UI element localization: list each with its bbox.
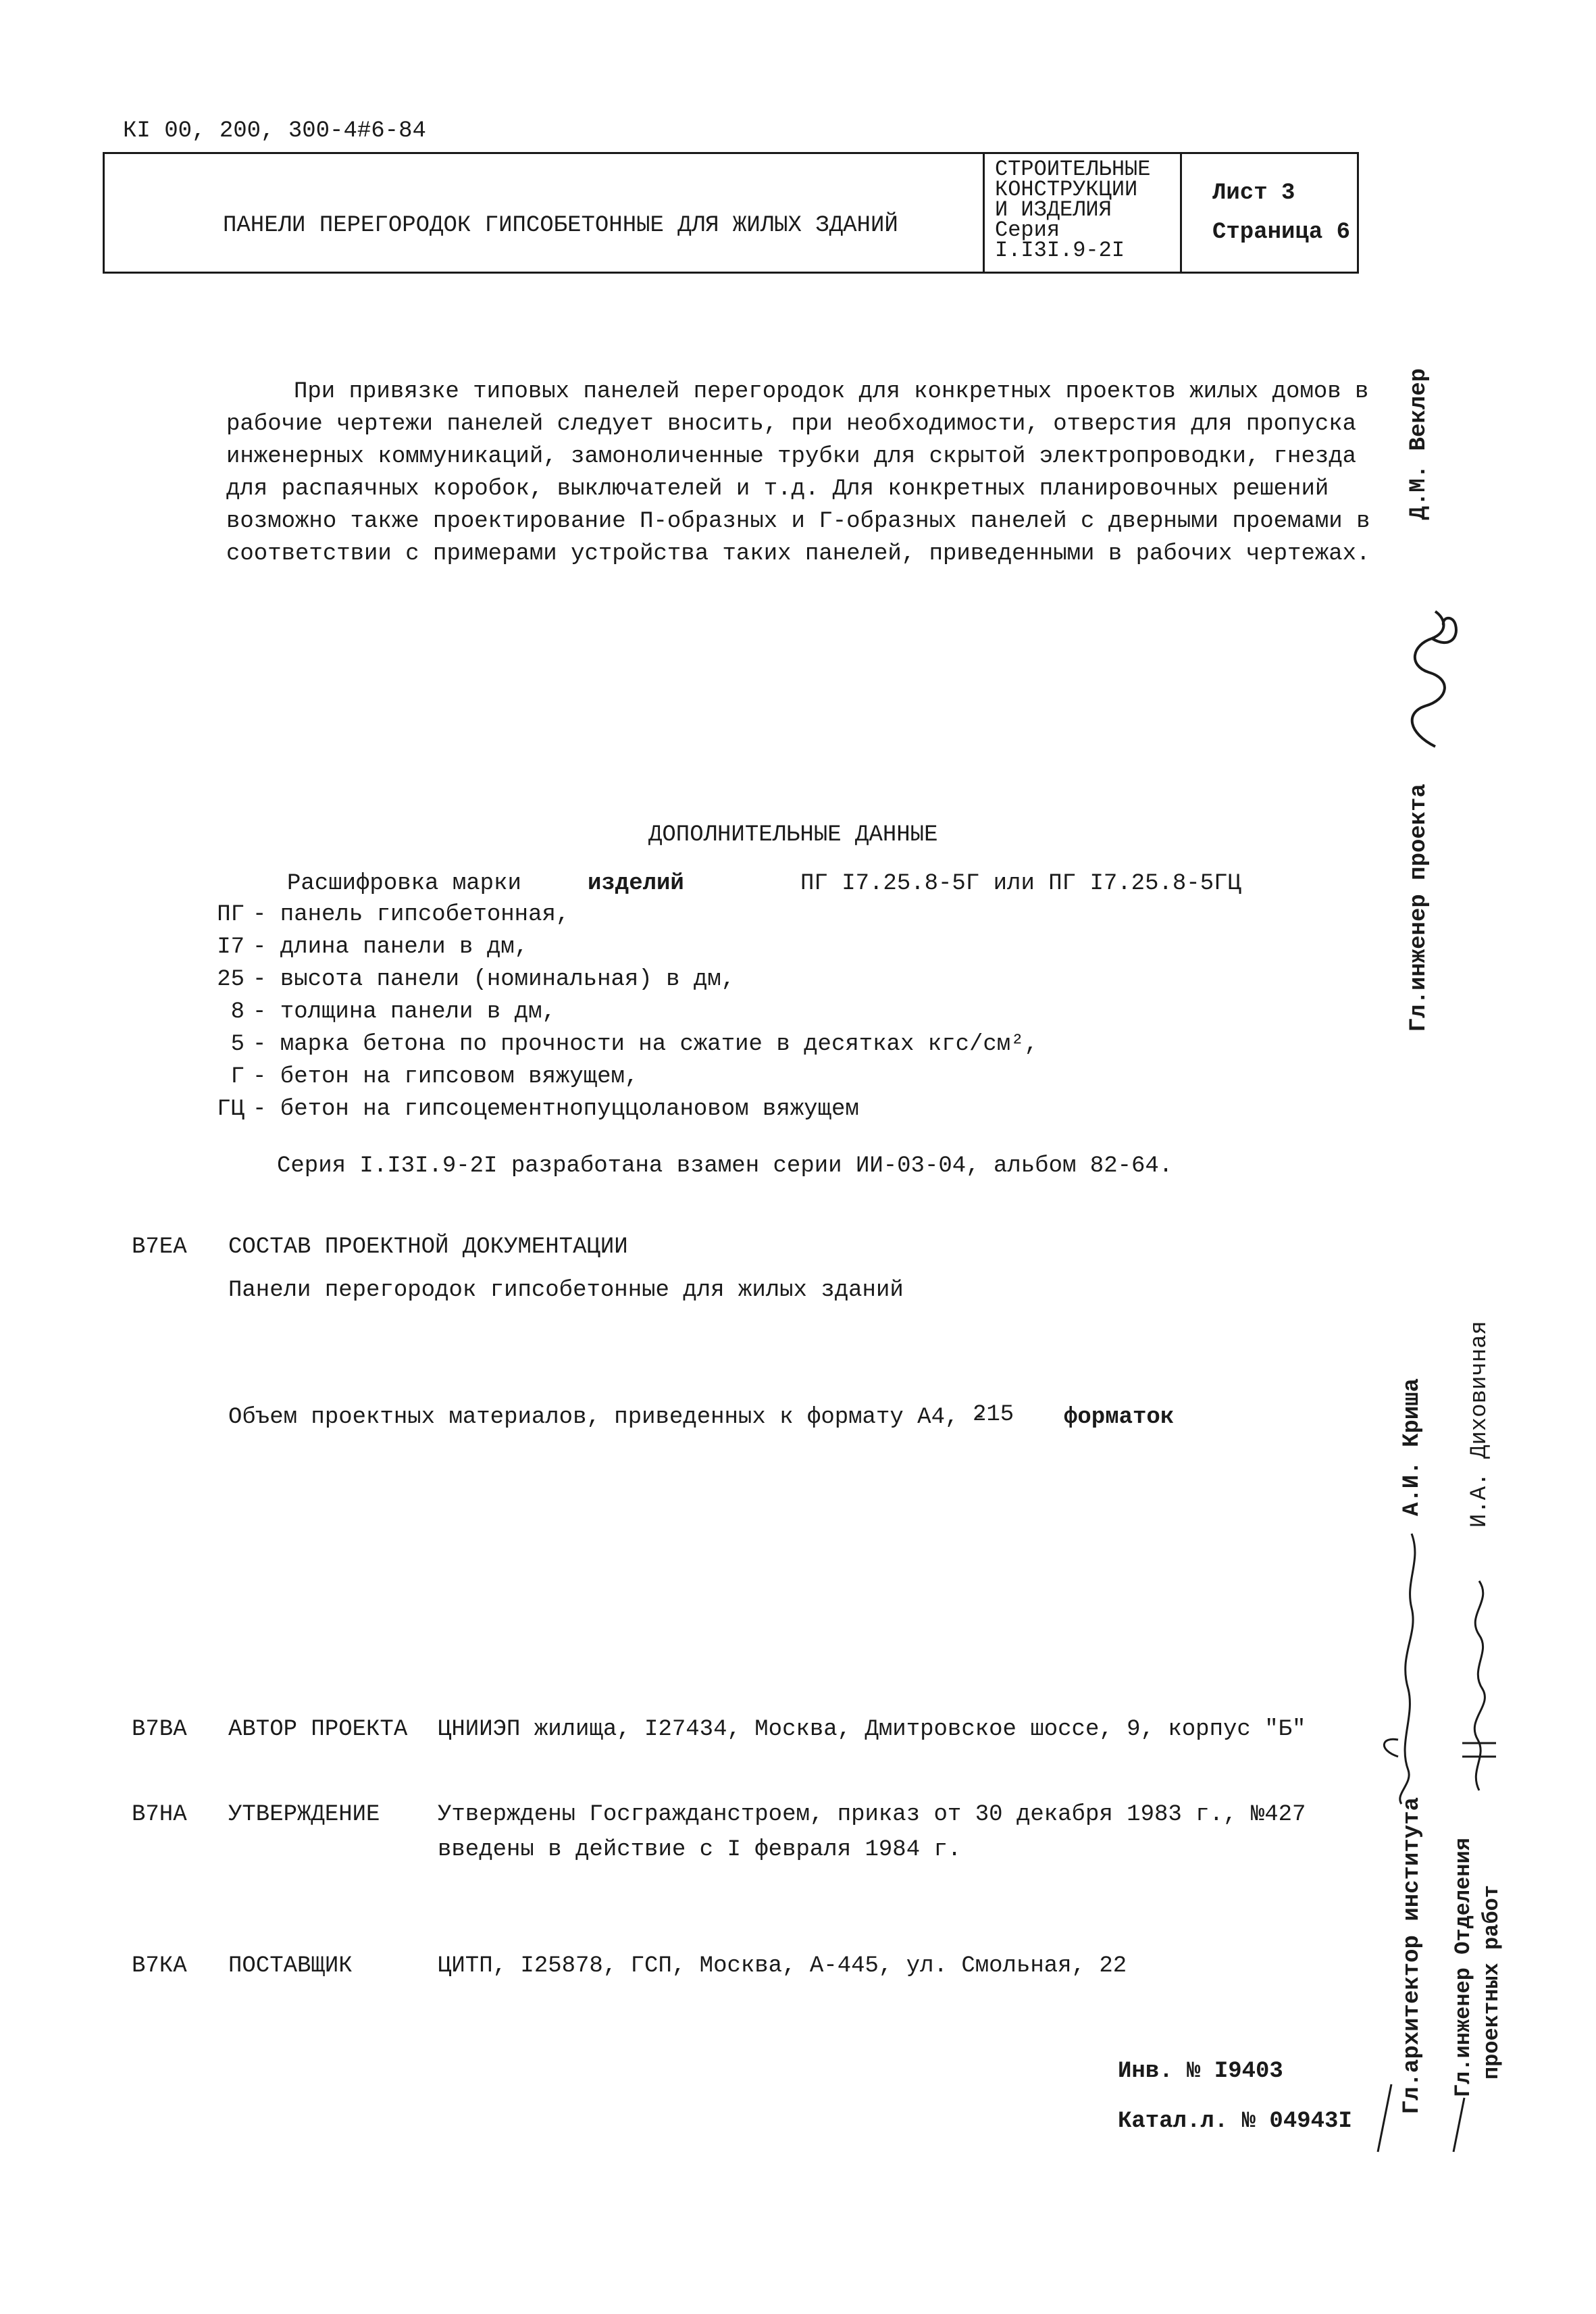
category-line: КОНСТРУКЦИИ (995, 177, 1138, 202)
title-block-divider (1180, 154, 1182, 272)
paragraph-line: возможно также проектирование П-образных и Г-образных панелей с дверными проемами в (226, 509, 1370, 534)
composition-subtitle: Панели перегородок гипсобетонные для жилых зданий (228, 1278, 904, 1303)
legend-text: - высота панели (номинальная) в дм, (253, 967, 736, 992)
header-title: ПАНЕЛИ ПЕРЕГОРОДОК ГИПСОБЕТОННЫЕ ДЛЯ ЖИЛЫХ ЗДАНИЙ (223, 213, 898, 238)
legend-text: - длина панели в дм, (253, 934, 529, 960)
legend-row (203, 899, 1038, 931)
legend-text: - толщина панели в дм, (253, 999, 556, 1025)
composition-heading: СОСТАВ ПРОЕКТНОЙ ДОКУМЕНТАЦИИ (228, 1234, 628, 1260)
decode-word: изделий (588, 871, 684, 897)
dept-engineer-name: И.А. Диховичная (1467, 1321, 1493, 1528)
author-label: АВТОР ПРОЕКТА (228, 1717, 408, 1742)
supplier-text: ЦИТП, I25878, ГСП, Москва, А-445, ул. Смольная, 22 (438, 1953, 1127, 1979)
engineer-name: Д.М. Веклер (1406, 368, 1432, 520)
series-category (995, 159, 1150, 261)
approval-line-1: Утверждены Госгражданстроем, приказ от 30 декабря 1983 г., №427 (438, 1802, 1306, 1828)
engineer-signature (1395, 598, 1469, 753)
dept-engineer-signature (1452, 1574, 1506, 1797)
legend-row (203, 1028, 1038, 1061)
paragraph-line: для распаячных коробок, выключателей и т.д. Для конкретных планировочных решений (226, 476, 1329, 502)
paragraph-line: соответствии с примерами устройства таких панелей, приведенными в рабочих чертежах. (226, 541, 1370, 567)
series-note: Серия I.I3I.9-2I разработана взамен серии ИИ-03-04, альбом 82-64. (277, 1153, 1173, 1179)
architect-title: Гл.архитектор института (1399, 1797, 1425, 2115)
author-text: ЦНИИЭП жилища, I27434, Москва, Дмитровское шоссе, 9, корпус "Б" (438, 1717, 1306, 1742)
category-line: СТРОИТЕЛЬНЫЕ (995, 157, 1151, 182)
decode-mark: ПГ I7.25.8-5Г или ПГ I7.25.8-5ГЦ (800, 871, 1241, 897)
title-block (103, 152, 1359, 274)
architect-name: А.И. Криша (1399, 1378, 1425, 1517)
supplier-code: В7КА (132, 1953, 187, 1979)
legend-key: 25 (217, 967, 244, 992)
category-line: И ИЗДЕЛИЯ (995, 197, 1112, 222)
category-line: Серия (995, 218, 1060, 243)
legend-row (203, 996, 1038, 1028)
legend-row (203, 1061, 1038, 1093)
architect-signature (1371, 1520, 1445, 1817)
legend-key: 5 (230, 1032, 244, 1057)
document-code: КI 00, 200, 300-4#6-84 (123, 118, 426, 144)
approval-code: В7НА (132, 1802, 187, 1828)
approval-label: УТВЕРЖДЕНИЕ (228, 1802, 380, 1828)
legend-key: ПГ (217, 902, 244, 928)
title-block-divider (983, 154, 985, 272)
legend-key: ГЦ (217, 1097, 244, 1122)
paragraph-line: При привязке типовых панелей перегородок для конкретных проектов жилых домов в (294, 379, 1369, 405)
dept-engineer-title-1: Гл.инженер Отделения (1451, 1838, 1476, 2098)
composition-code: В7ЕА (132, 1234, 187, 1260)
inventory-number: Инв. № I9403 (1118, 2059, 1283, 2084)
volume-value: 215 (973, 1402, 1014, 1428)
dept-engineer-title-2: проектных работ (1479, 1885, 1504, 2080)
legend-row (203, 963, 1038, 996)
additional-data-heading: ДОПОЛНИТЕЛЬНЫЕ ДАННЫЕ (648, 822, 938, 848)
margin-tick (1445, 2094, 1472, 2155)
engineer-title: Гл.инженер проекта (1406, 784, 1432, 1032)
legend-text: - бетон на гипсовом вяжущем, (253, 1064, 639, 1090)
sheet-number: Лист 3 (1212, 180, 1295, 206)
legend-text: - панель гипсобетонная, (253, 902, 570, 928)
paragraph-line: рабочие чертежи панелей следует вносить, при необходимости, отверстия для пропуска (226, 411, 1357, 437)
paragraph-line: инженерных коммуникаций, замоноличенные трубки для скрытой электропроводки, гнезда (226, 444, 1357, 470)
legend-text: - марка бетона по прочности на сжатие в десятках кгс/см², (253, 1032, 1038, 1057)
volume-unit: форматок (1064, 1405, 1175, 1430)
legend-key: Г (230, 1064, 244, 1090)
approval-line-2: введены в действие с I февраля 1984 г. (438, 1837, 962, 1863)
intro-paragraph (226, 376, 1370, 570)
legend-row (203, 931, 1038, 963)
author-code: В7ВА (132, 1717, 187, 1742)
volume-text: Объем проектных материалов, приведенных к формату А4, - (228, 1405, 987, 1430)
decode-label: Расшифровка марки (287, 871, 521, 897)
page-number: Страница 6 (1212, 220, 1351, 245)
legend-key: 8 (230, 999, 244, 1025)
legend-row (203, 1093, 1038, 1126)
catalog-number: Катал.л. № 04943I (1118, 2109, 1352, 2134)
supplier-label: ПОСТАВЩИК (228, 1953, 353, 1979)
margin-tick (1371, 2081, 1398, 2155)
legend-key: I7 (217, 934, 244, 960)
mark-legend (203, 899, 1038, 1126)
legend-text: - бетон на гипсоцементнопуццолановом вяжущем (253, 1097, 859, 1122)
series-number: I.I3I.9-2I (995, 238, 1125, 263)
